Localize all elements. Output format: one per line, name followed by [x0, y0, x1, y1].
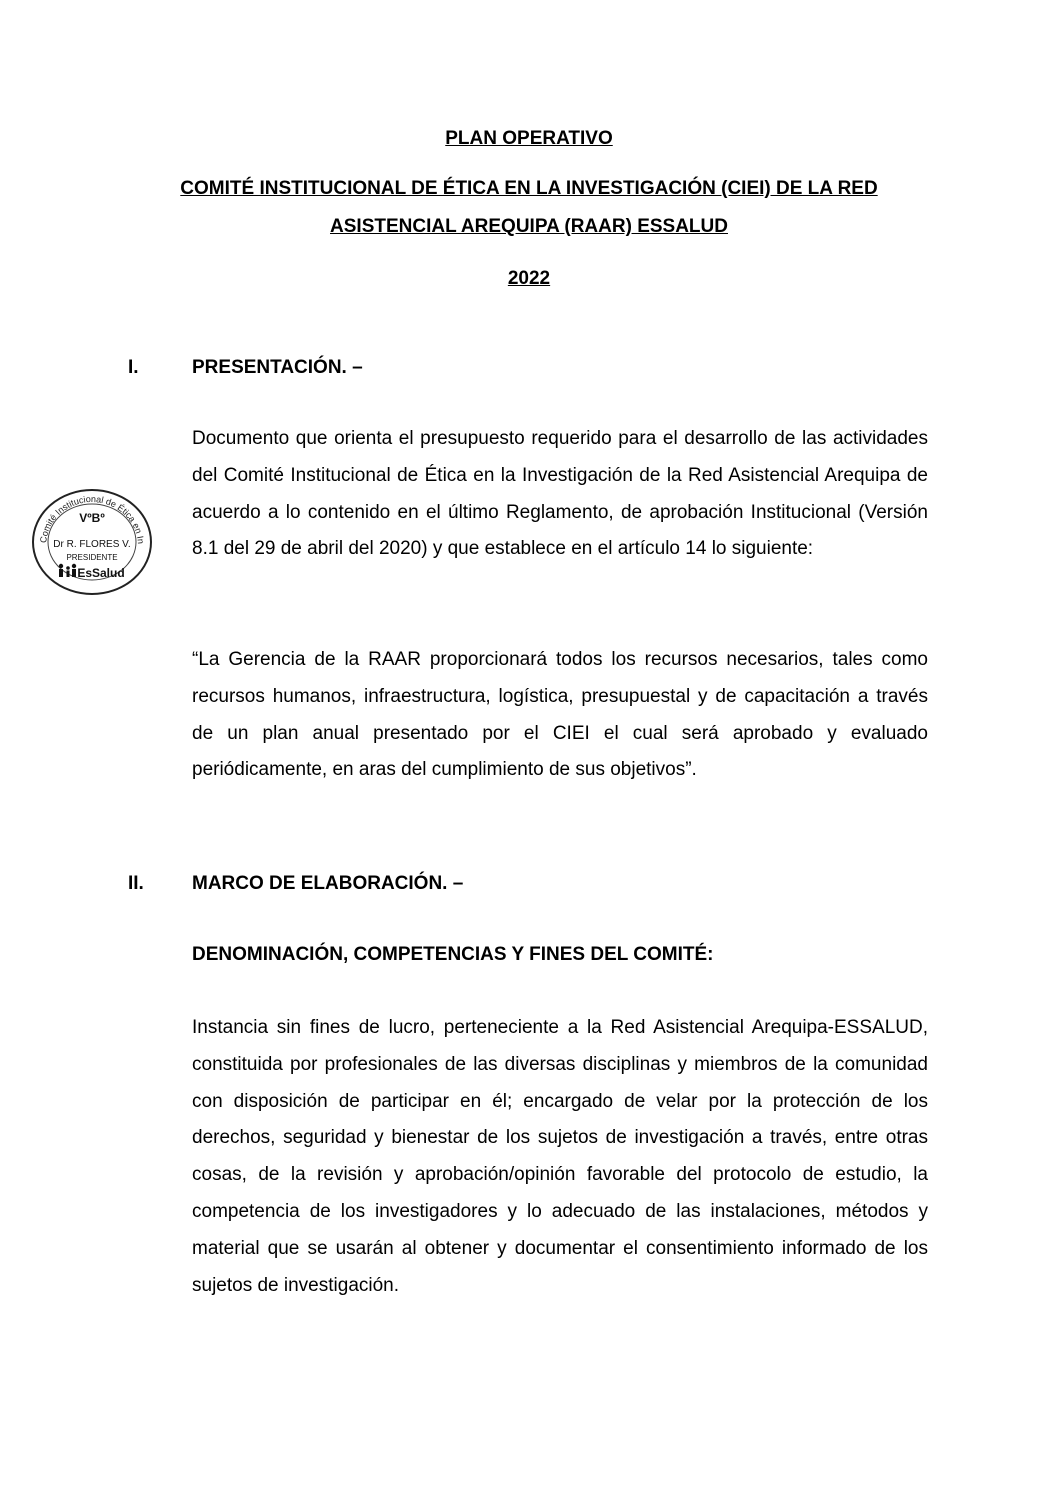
- section2-subheading: DENOMINACIÓN, COMPETENCIAS Y FINES DEL COMITÉ:: [192, 944, 714, 965]
- family-figures-icon: [59, 564, 76, 577]
- document-subtitle-line2: ASISTENCIAL AREQUIPA (RAAR) ESSALUD: [330, 216, 728, 237]
- document-year: 2022: [507, 268, 551, 289]
- stamp-brand: EsSalud: [77, 566, 125, 580]
- section2-title: MARCO DE ELABORACIÓN. –: [192, 873, 464, 894]
- document-subtitle-line1: COMITÉ INSTITUCIONAL DE ÉTICA EN LA INVESTIGACIÓN (CIEI) DE LA RED: [180, 178, 878, 199]
- section1-number: I.: [128, 357, 139, 378]
- document-title: PLAN OPERATIVO: [445, 128, 613, 149]
- section1-paragraph: Documento que orienta el presupuesto requerido para el desarrollo de las actividades del Comité Institucional de Ética en la Investigación de la Red Asistencial Arequipa de acuerdo a lo contenido en el último Reglamento, de aprobación Institucional (Versión 8.1 del 29 de abril del 2020) y que establece en el artículo 14 lo siguiente:: [192, 428, 928, 560]
- section1-title: PRESENTACIÓN. –: [192, 357, 363, 378]
- approval-stamp: [29, 486, 155, 596]
- section2-paragraph: Instancia sin fines de lucro, perteneciente a la Red Asistencial Arequipa-ESSALUD, constituida por profesionales de las diversas disciplinas y miembros de la comunidad con disposición de participar en él; encargado de velar por la protección de los derechos, seguridad y bienestar de los sujetos de investigación a través, entre otras cosas, de la revisión y aprobación/opinión favorable del protocolo de estudio, la competencia de los investigadores y lo adecuado de las instalaciones, métodos y material que se usarán al obtener y documentar el consentimiento informado de los sujetos de investigación.: [192, 1017, 928, 1296]
- stamp-approval-mark: VºBº: [79, 511, 105, 525]
- section2-number: II.: [128, 873, 144, 894]
- svg-text:Comité Institucional de Ética: Comité Institucional de Ética en In: [38, 493, 146, 545]
- stamp-role: PRESIDENTE: [66, 553, 118, 562]
- stamp-name: Dr R. FLORES V.: [53, 539, 131, 550]
- section1-quote: “La Gerencia de la RAAR proporcionará todos los recursos necesarios, tales como recursos humanos, infraestructura, logística, presupuestal y de capacitación a través de un plan anual presentado por el CIEI el cual será aprobado y evaluado periódicamente, en aras del cumplimiento de sus objetivos”.: [192, 649, 928, 781]
- stamp-seal-icon: [29, 486, 155, 596]
